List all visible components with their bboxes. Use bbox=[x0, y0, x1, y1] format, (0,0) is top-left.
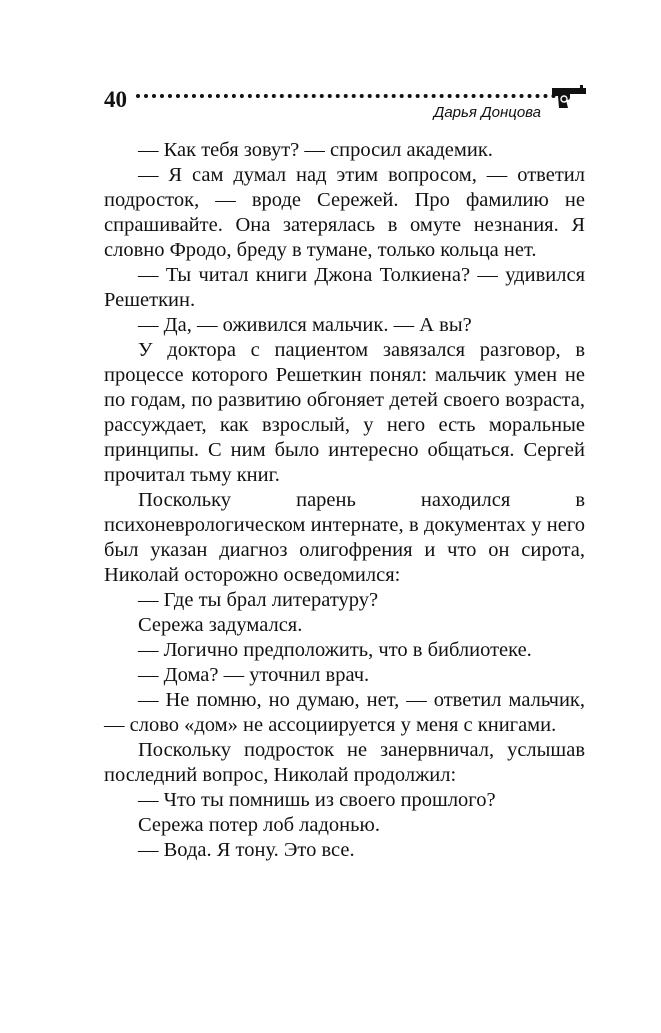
pistol-icon bbox=[550, 84, 588, 110]
paragraph: Сережа задумался. bbox=[138, 614, 303, 636]
paragraph: — Логично предположить, что в библиотеке. bbox=[138, 639, 532, 661]
paragraph: — Как тебя зовут? — спросил академик. bbox=[138, 139, 493, 161]
paragraph: — Дома? — уточнил врач. bbox=[138, 664, 370, 686]
paragraph: — Я сам думал над этим вопросом, — ответил подросток, — вроде Сережей. Про фамилию не спрашивайте. Она затерялась в омуте незнания. Я словно Фродо, бреду в тумане, только кольца нет. bbox=[104, 164, 585, 261]
paragraph: У доктора с пациентом завязался разговор, в процессе которого Решеткин понял: мальчик умен не по годам, по развитию обгоняет детей своего возраста, рассуждает, как взрослый, у него есть моральные принципы. С ним было интересно общаться. Сергей прочитал тьму книг. bbox=[104, 339, 585, 486]
paragraph: Сережа потер лоб ладонью. bbox=[138, 814, 380, 836]
paragraph: — Вода. Я тону. Это все. bbox=[138, 839, 355, 861]
paragraph: Поскольку подросток не занервничал, услышав последний вопрос, Николай продолжил: bbox=[104, 739, 585, 786]
dotted-rule bbox=[136, 94, 556, 98]
running-head-author: Дарья Донцова bbox=[433, 104, 541, 121]
paragraph: — Где ты брал литературу? bbox=[138, 589, 379, 611]
body-text bbox=[104, 138, 585, 863]
paragraph: Поскольку парень находился в психоневрологическом интернате, в документах у него был указан диагноз олигофрения и что он сирота, Николай осторожно осведомился: bbox=[104, 489, 585, 586]
page-number: 40 bbox=[104, 87, 127, 112]
paragraph: — Что ты помнишь из своего прошлого? bbox=[138, 789, 496, 811]
paragraph: — Да, — оживился мальчик. — А вы? bbox=[138, 314, 472, 336]
paragraph: — Не помню, но думаю, нет, — ответил мальчик, — слово «дом» не ассоциируется у меня с книгами. bbox=[104, 689, 585, 736]
paragraph: — Ты читал книги Джона Толкиена? — удивился Решеткин. bbox=[104, 264, 585, 311]
